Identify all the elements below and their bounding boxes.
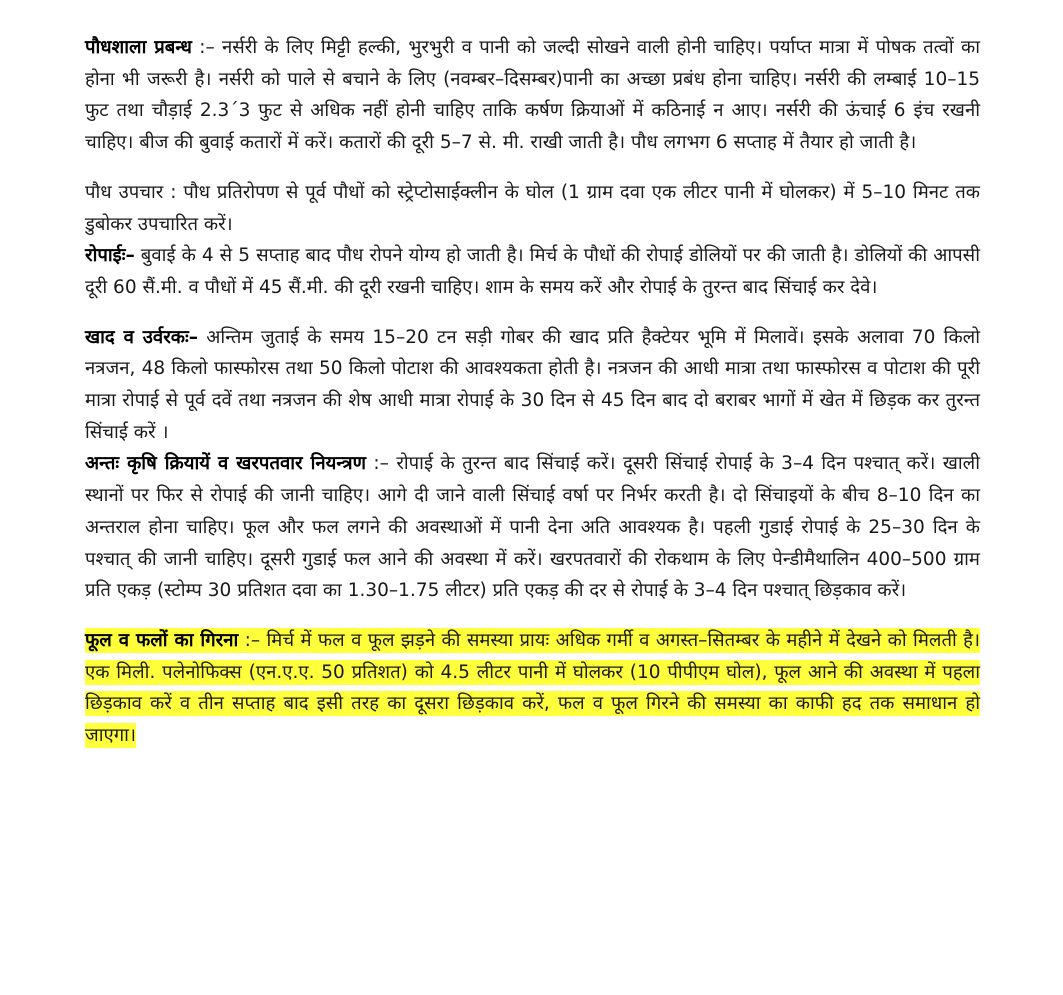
section-body: नर्सरी के लिए मिट्टी हल्की, भुरभुरी व पानी को जल्दी सोखने वाली होनी चाहिए। पर्याप्त मात्रा में पोषक तत्वों का होना भी जरूरी है। नर्सरी को पाले से बचाने के लिए (नवम्बर–दिसम्बर)पानी का अच्छा प्रबंध होना चाहिए। नर्सरी की लम्बाई 10–15 फुट तथा चौड़ाई 2.3´3 फुट से अधिक नहीं होनी चाहिए ताकि कर्षण क्रियाओं में कठिनाई न आए। नर्सरी की ऊंचाई 6 इंच रखनी चाहिए। बीज की बुवाई कतारों में करें। कतारों की दूरी 5–7 से. मी. राखी जाती है। पौध लगभग 6 सप्ताह में तैयार हो जाती है।: [85, 37, 980, 154]
section-heading: अन्तः कृषि क्रियायें व खरपतवार नियन्त्रण: [85, 453, 366, 475]
section-nursery-management: [85, 32, 980, 159]
section-manure-fertilizer: [85, 322, 980, 449]
section-heading: पौधशाला प्रबन्ध: [85, 37, 192, 58]
section-plant-treatment: [85, 177, 980, 240]
section-heading: खाद व उर्वरकः–: [85, 326, 198, 348]
document-page: [85, 32, 980, 752]
section-body: मिर्च में फल व फूल झड़ने की समस्या प्रायः अधिक गर्मी व अगस्त–सितम्बर के महीने में देखने को मिलती है। एक मिली. पलेनोफिक्स (एन.ए.ए. 50 प्रतिशत) को 4.5 लीटर पानी में घोलकर (10 पीपीएम घोल), फूल आने की अवस्था में पहला छिड़काव करें व तीन सप्ताह बाद इसी तरह का दूसरा छिड़काव करें, फल व फूल गिरने की समस्या का काफी हद तक समाधान हो जाएगा।: [85, 629, 980, 747]
section-intercultural-weed-control: [85, 448, 980, 607]
section-body: रोपाई के तुरन्त बाद सिंचाई करें। दूसरी सिंचाई रोपाई के 3–4 दिन पश्चात् करें। खाली स्थानों पर फिर से रोपाई की जानी चाहिए। आगे दी जाने वाली सिंचाई वर्षा पर निर्भर करती है। दो सिंचाइयों के बीच 8–10 दिन का अन्तराल होना चाहिए। फूल और फल लगने की अवस्थाओं में पानी देना अति आवश्यक है। पहली गुडाई रोपाई के 25–30 दिन के पश्चात् की जानी चाहिए। दूसरी गुडाई फल आने की अवस्था में करें। खरपतवारों की रोकथाम के लिए पेन्डीमैथालिन 400–500 ग्राम प्रति एकड़ (स्टोम्प 30 प्रतिशत दवा का 1.30–1.75 लीटर) प्रति एकड़ की दर से रोपाई के 3–4 दिन पश्चात् छिड़काव करें।: [85, 453, 981, 602]
section-body: पौध प्रतिरोपण से पूर्व पौधों को स्ट्रेप्टोसाईक्लीन के घोल (1 ग्राम दवा एक लीटर पानी में घोलकर) में 5–10 मिनट तक डुबोकर उपचारित करें।: [85, 181, 980, 235]
section-separator: :: [163, 181, 184, 203]
section-transplanting: [85, 240, 980, 303]
section-separator: :–: [238, 629, 267, 651]
section-heading: पौध उपचार: [85, 181, 164, 203]
section-body: बुवाई के 4 से 5 सप्ताह बाद पौध रोपने योग्य हो जाती है। मिर्च के पौधों की रोपाई डोलियों पर की जाती है। डोलियों की आपसी दूरी 60 सैं.मी. व पौधों में 45 सैं.मी. की दूरी रखनी चाहिए। शाम के समय करें और रोपाई के तुरन्त बाद सिंचाई कर देवे।: [85, 245, 980, 298]
section-heading: रोपाईः–: [85, 245, 135, 267]
section-separator: :–: [366, 453, 397, 475]
section-flower-fruit-drop: [85, 625, 980, 752]
section-body: अन्तिम जुताई के समय 15–20 टन सड़ी गोबर की खाद प्रति हैक्टेयर भूमि में मिलावें। इसके अलावा 70 किलो नत्रजन, 48 किलो फास्फोरस तथा 50 किलो पोटाश की आवश्यकता होती है। नत्रजन की आधी मात्रा तथा फास्फोरस व पोटाश की पूरी मात्रा रोपाई से पूर्व दवें तथा नत्रजन की शेष आधी मात्रा रोपाई के 30 दिन से 45 दिन बाद दो बराबर भागों में खेत में छिड़क कर तुरन्त सिंचाई करें ।: [85, 326, 980, 443]
section-separator: :–: [191, 37, 223, 58]
highlighted-passage: [85, 628, 980, 748]
section-heading: फूल व फलों का गिरना: [85, 629, 239, 651]
